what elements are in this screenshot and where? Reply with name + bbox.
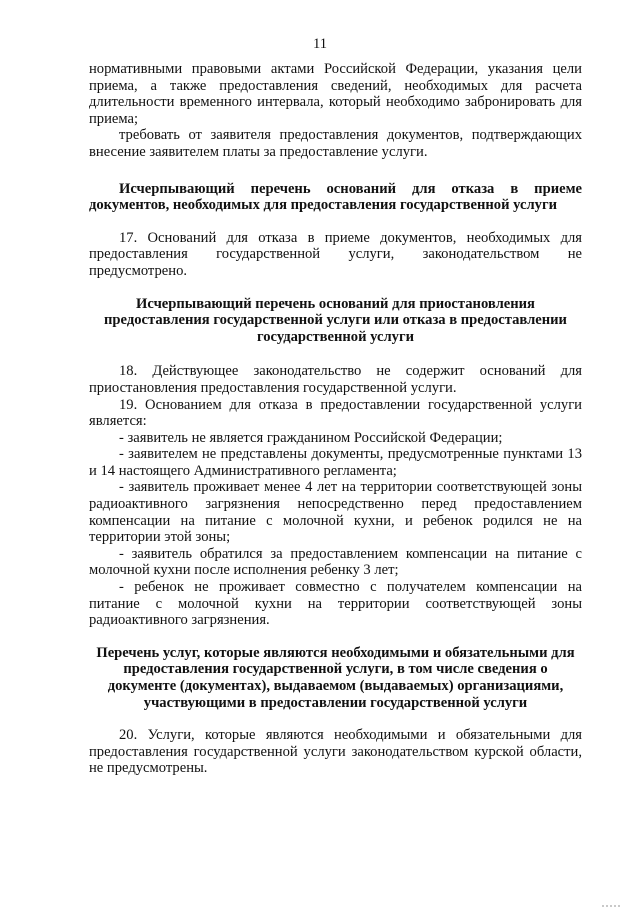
refusal-reason-item: - заявитель обратился за предоставлением компенсации на питание с молочной кухни после исполнения ребенку 3 лет; <box>89 545 582 579</box>
paragraph-18: 18. Действующее законодательство не содержит оснований для приостановления предоставления государственной услуги. <box>89 363 582 396</box>
requirement-paragraph: требовать от заявителя предоставления документов, подтверждающих внесение заявителем платы за предоставление услуги. <box>89 127 582 160</box>
scan-dots-decoration <box>602 895 632 901</box>
paragraph-19: 19. Основанием для отказа в предоставлении государственной услуги является: <box>89 396 582 430</box>
document-body <box>89 61 582 777</box>
refusal-reason-item: - ребенок не проживает совместно с получателем компенсации на питание с молочной кухни на территории соответствующей зоны радиоактивного загрязнения. <box>89 579 582 629</box>
refusal-reason-item: - заявителем не представлены документы, предусмотренные пунктами 13 и 14 настоящего Административного регламента; <box>89 446 582 479</box>
refusal-reason-item: - заявитель не является гражданином Российской Федерации; <box>119 429 503 446</box>
paragraph-17: 17. Оснований для отказа в приеме документов, необходимых для предоставления государственной услуги, законодательством не предусмотрено. <box>89 229 582 279</box>
section-heading-refusal-acceptance: Исчерпывающий перечень оснований для отказа в приеме документов, необходимых для предоставления государственной услуги <box>89 180 582 214</box>
continuation-paragraph: нормативными правовыми актами Российской Федерации, указания цели приема, а также предоставления сведений, необходимых для расчета длительности временного интервала, который необходимо забронировать для приема; <box>89 61 582 127</box>
section-heading-required-services: Перечень услуг, которые являются необходимыми и обязательными для предоставления государственной услуги, в том числе сведения о документе (документах), выдаваемом (выдаваемых) организациями, участвующими в предоставлении государственной услуги <box>96 644 575 711</box>
section-heading-suspension: Исчерпывающий перечень оснований для приостановления предоставления государственной услуги или отказа в предоставлении государственной услуги <box>104 295 567 345</box>
refusal-reason-item: - заявитель проживает менее 4 лет на территории соответствующей зоны радиоактивного загрязнения непосредственно перед предоставлением компенсации на питание с молочной кухни, и ребенок родился не на территории этой зоны; <box>89 479 582 546</box>
paragraph-20: 20. Услуги, которые являются необходимыми и обязательными для предоставления государственной услуги законодательством курской области, не предусмотрены. <box>89 727 582 777</box>
page-number: 11 <box>312 36 328 52</box>
